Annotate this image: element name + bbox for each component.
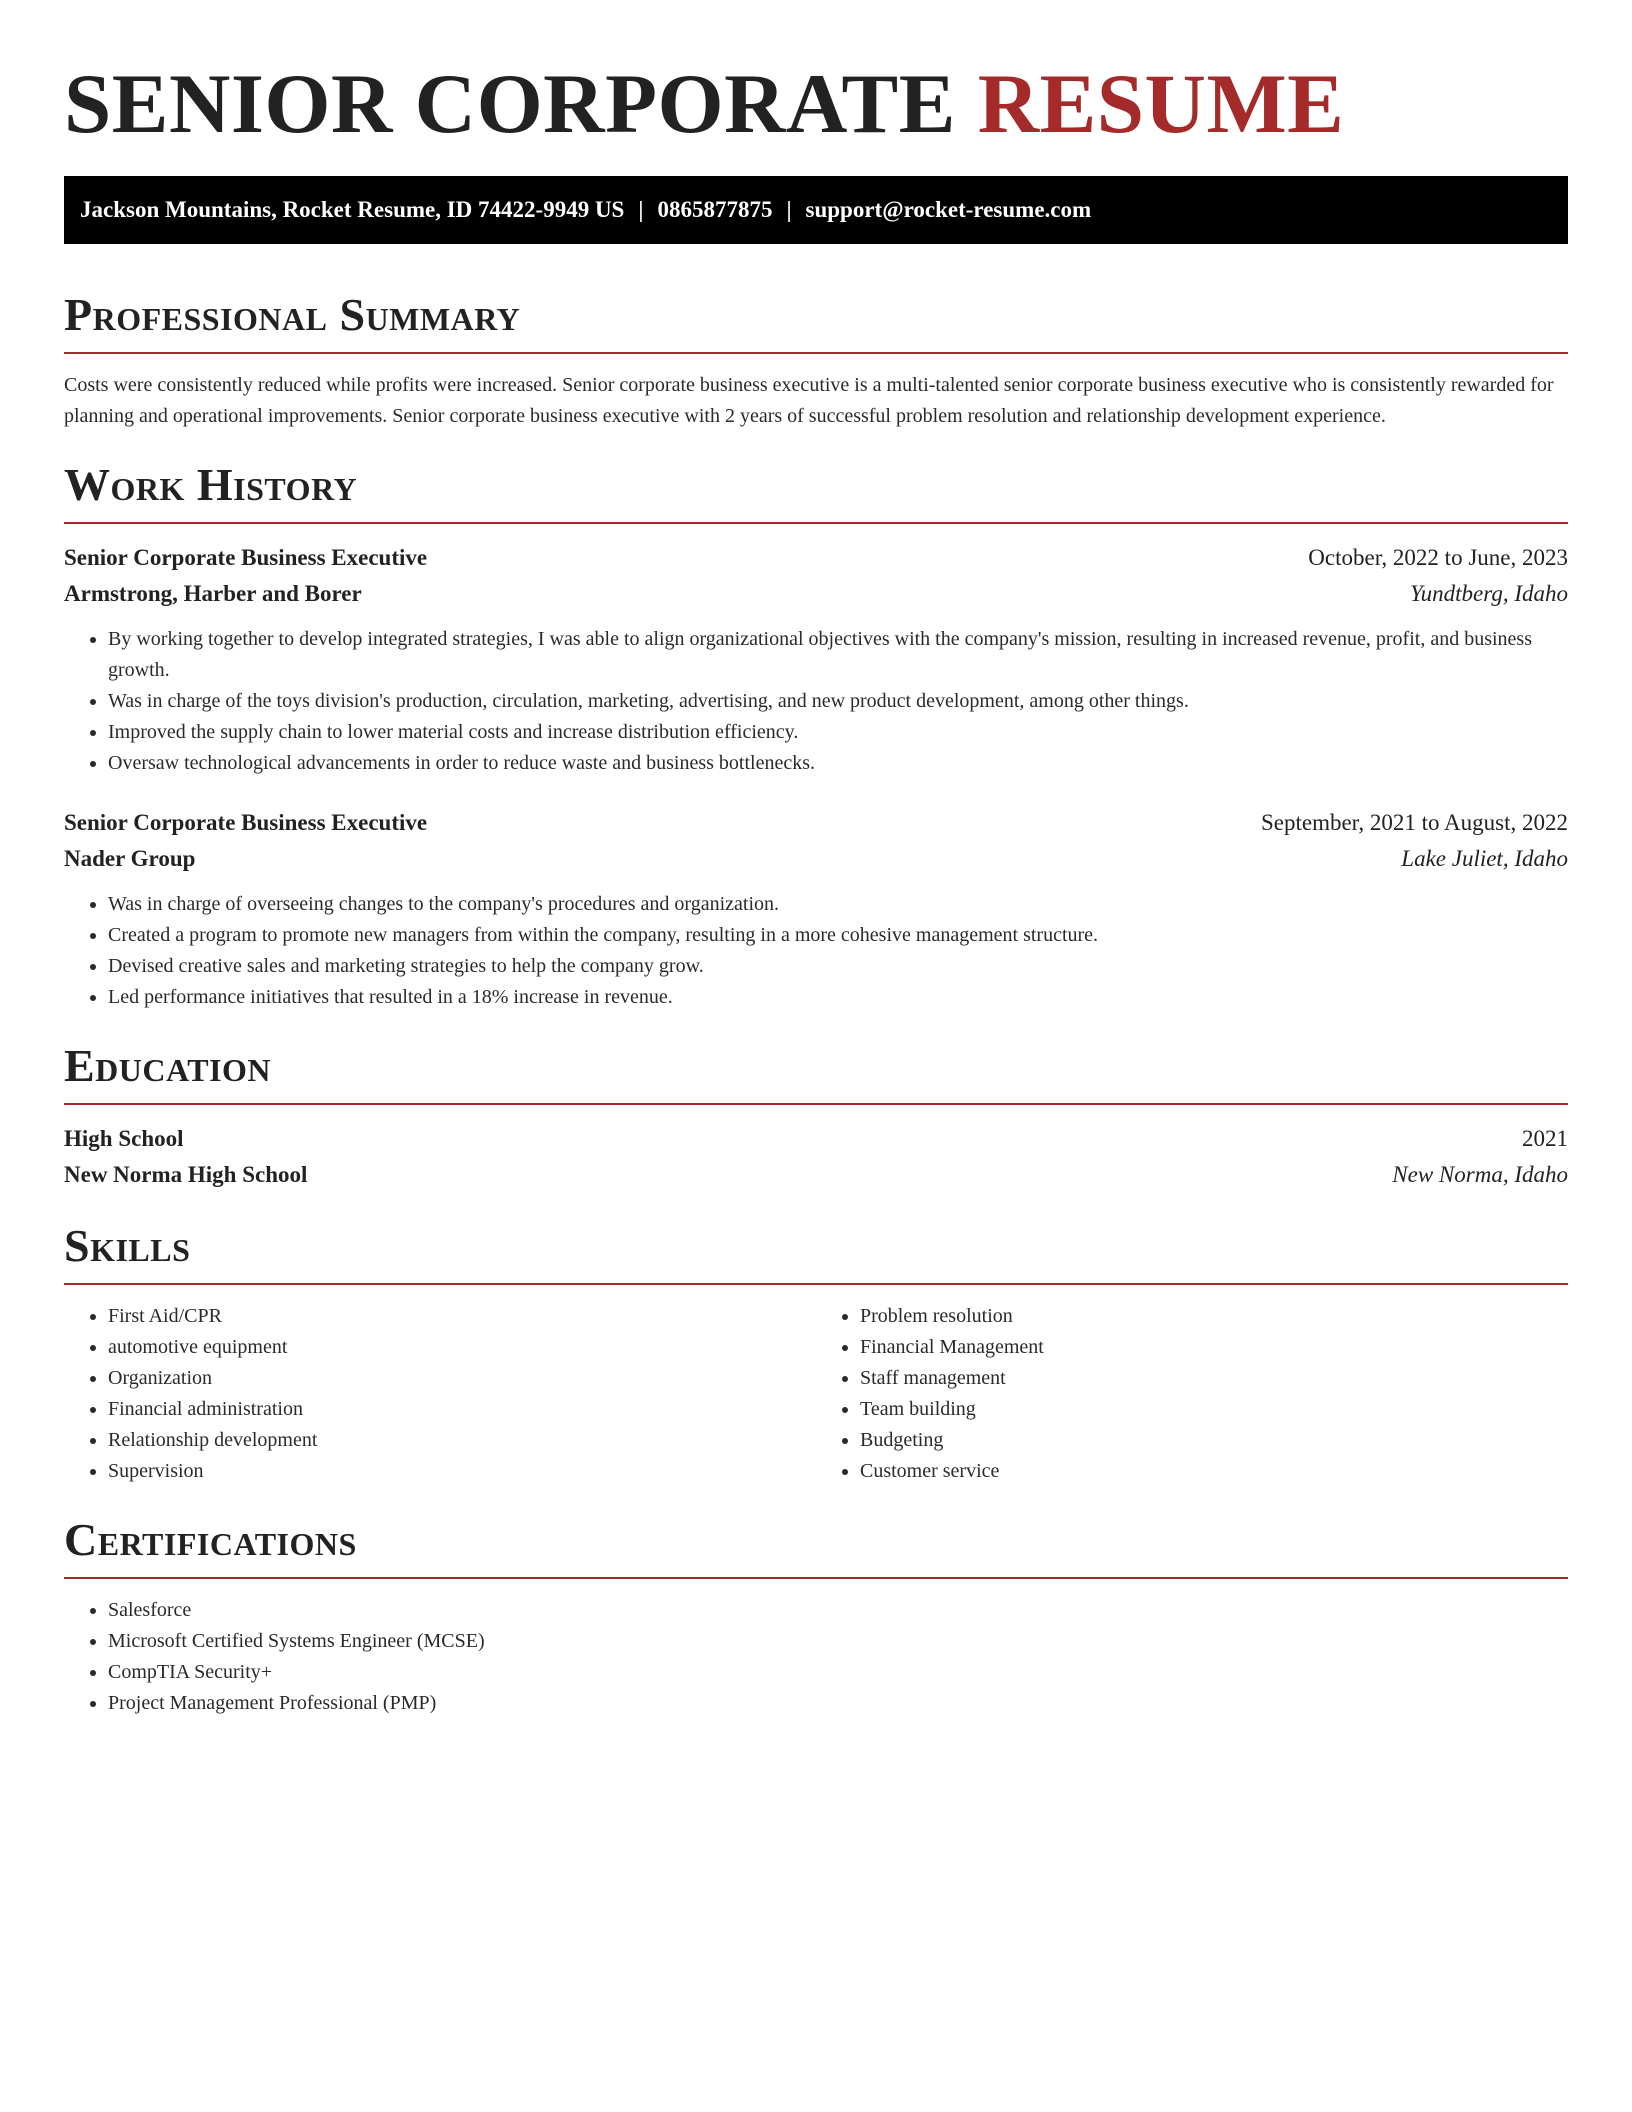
section-heading: Professional Summary: [64, 289, 521, 340]
section-heading: Skills: [64, 1220, 191, 1271]
job-header-row: [64, 540, 1568, 576]
title-main: SENIOR CORPORATE: [64, 57, 956, 151]
list-item: • Relationship development: [108, 1425, 816, 1456]
skills-left-column: [64, 1301, 816, 1487]
education-section: [64, 1039, 1568, 1193]
job-dates: October, 2022 to June, 2023: [1308, 545, 1568, 570]
list-item: • Created a program to promote new managers from within the company, resulting in a more cohesive management structure.: [108, 920, 1568, 951]
list-item: • Microsoft Certified Systems Engineer (MCSE): [108, 1626, 1568, 1657]
job-location: Lake Juliet, Idaho: [1401, 846, 1568, 871]
section-divider: [64, 352, 1568, 354]
job-bullets: [64, 889, 1568, 1013]
job-company-row: [64, 576, 1568, 612]
list-item: • Budgeting: [860, 1425, 1568, 1456]
list-item: • Oversaw technological advancements in order to reduce waste and business bottlenecks.: [108, 748, 1568, 779]
job-entry: [64, 540, 1568, 779]
list-item: • CompTIA Security+: [108, 1657, 1568, 1688]
list-item: • By working together to develop integrated strategies, I was able to align organizational objectives with the company's mission, resulting in increased revenue, profit, and business growth.: [108, 624, 1568, 686]
education-header-row: [64, 1121, 1568, 1157]
education-year: 2021: [1522, 1126, 1568, 1151]
job-entry: [64, 805, 1568, 1013]
list-item: • Led performance initiatives that resulted in a 18% increase in revenue.: [108, 982, 1568, 1013]
list-item: • automotive equipment: [108, 1332, 816, 1363]
section-divider: [64, 522, 1568, 524]
list-item: • Customer service: [860, 1456, 1568, 1487]
summary-section: [64, 288, 1568, 432]
certifications-list: [64, 1595, 1568, 1719]
job-location: Yundtberg, Idaho: [1409, 581, 1568, 606]
job-bullets: [64, 624, 1568, 779]
title-accent: RESUME: [977, 57, 1345, 151]
list-item: • Was in charge of overseeing changes to the company's procedures and organization.: [108, 889, 1568, 920]
list-item: • Financial Management: [860, 1332, 1568, 1363]
education-entry: [64, 1121, 1568, 1193]
list-item: • Problem resolution: [860, 1301, 1568, 1332]
section-divider: [64, 1103, 1568, 1105]
job-company-row: [64, 841, 1568, 877]
contact-separator: |: [786, 197, 792, 222]
certifications-section: [64, 1513, 1568, 1719]
job-header-row: [64, 805, 1568, 841]
education-school-row: [64, 1157, 1568, 1193]
section-heading: Education: [64, 1040, 272, 1091]
job-company: Nader Group: [64, 846, 196, 871]
list-item: • Improved the supply chain to lower material costs and increase distribution efficiency.: [108, 717, 1568, 748]
education-degree: High School: [64, 1126, 184, 1151]
contact-address: Jackson Mountains, Rocket Resume, ID 74422-9949 US: [80, 197, 625, 222]
job-company: Armstrong, Harber and Borer: [64, 581, 362, 606]
job-title: Senior Corporate Business Executive: [64, 810, 428, 835]
skills-columns: [64, 1301, 1568, 1487]
resume-title: [64, 56, 1568, 152]
summary-text: Costs were consistently reduced while profits were increased. Senior corporate business executive is a multi-talented senior corporate business executive who is consistently rewarded for planning and operational improvements. Senior corporate business executive with 2 years of successful problem resolution and relationship development experience.: [64, 374, 1554, 427]
list-item: • Devised creative sales and marketing strategies to help the company grow.: [108, 951, 1568, 982]
skills-right-column: [816, 1301, 1568, 1487]
list-item: • Supervision: [108, 1456, 816, 1487]
contact-separator: |: [638, 197, 644, 222]
list-item: • First Aid/CPR: [108, 1301, 816, 1332]
contact-phone: 0865877875: [657, 197, 773, 222]
job-dates: September, 2021 to August, 2022: [1260, 810, 1568, 835]
contact-email[interactable]: support@rocket-resume.com: [805, 197, 1092, 222]
education-location: New Norma, Idaho: [1392, 1162, 1568, 1187]
education-school: New Norma High School: [64, 1162, 308, 1187]
skills-section: [64, 1219, 1568, 1487]
section-divider: [64, 1283, 1568, 1285]
list-item: • Staff management: [860, 1363, 1568, 1394]
section-heading: Certifications: [64, 1514, 357, 1565]
contact-bar: [64, 176, 1568, 244]
list-item: • Salesforce: [108, 1595, 1568, 1626]
section-heading: Work History: [64, 459, 358, 510]
section-divider: [64, 1577, 1568, 1579]
job-title: Senior Corporate Business Executive: [64, 545, 428, 570]
list-item: • Organization: [108, 1363, 816, 1394]
list-item: • Team building: [860, 1394, 1568, 1425]
list-item: • Was in charge of the toys division's production, circulation, marketing, advertising, and new product development, among other things.: [108, 686, 1568, 717]
list-item: • Project Management Professional (PMP): [108, 1688, 1568, 1719]
list-item: • Financial administration: [108, 1394, 816, 1425]
work-history-section: [64, 458, 1568, 1013]
